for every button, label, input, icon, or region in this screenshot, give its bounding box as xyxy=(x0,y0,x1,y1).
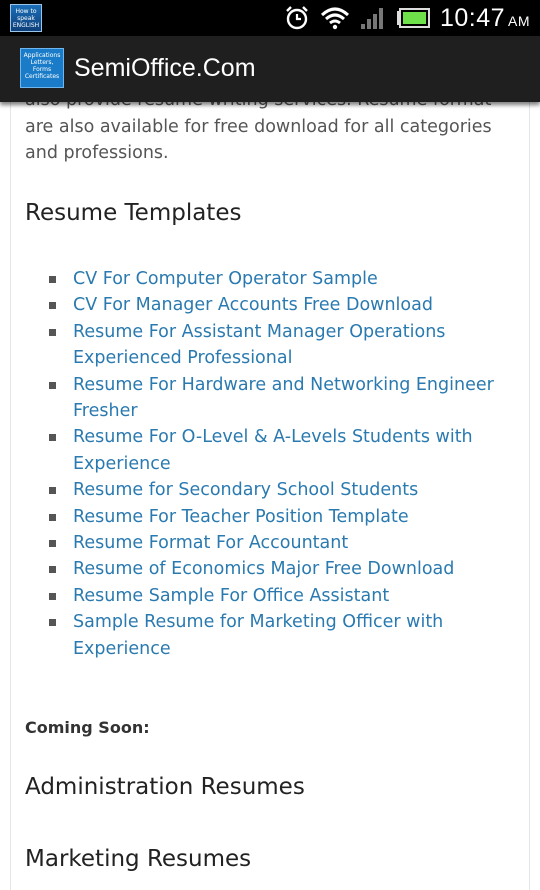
list-item xyxy=(49,477,509,503)
resume-link[interactable]: CV For Computer Operator Sample xyxy=(73,269,378,289)
coming-soon-label: Coming Soon: xyxy=(25,718,150,737)
resume-link[interactable]: Resume For O-Level & A-Levels Students with Experience xyxy=(73,427,473,474)
page-content xyxy=(10,80,530,890)
resume-link[interactable]: Resume Format For Accountant xyxy=(73,533,349,554)
list-item xyxy=(49,424,509,477)
resume-link[interactable]: Resume for Secondary School Students xyxy=(73,480,419,501)
list-item xyxy=(49,504,509,530)
notification-app-icon: How to speak ENGLISH xyxy=(10,4,42,32)
list-item xyxy=(49,583,509,609)
list-item xyxy=(49,556,509,582)
status-bar xyxy=(0,0,540,36)
resume-link[interactable]: Resume For Teacher Position Template xyxy=(73,506,409,527)
clock-ampm: AM xyxy=(508,12,530,29)
resume-link[interactable]: Sample Resume for Marketing Officer with Experience xyxy=(73,612,444,659)
section-title-administration: Administration Resumes xyxy=(25,774,305,800)
resume-link[interactable]: Resume Sample For Office Assistant xyxy=(73,585,390,606)
status-clock xyxy=(440,4,530,33)
section-title-marketing: Marketing Resumes xyxy=(25,846,252,872)
list-item xyxy=(49,530,509,556)
wifi-icon xyxy=(320,6,350,30)
clock-time: 10:47 xyxy=(439,3,505,32)
resume-links-list xyxy=(49,266,509,662)
list-item xyxy=(49,372,509,425)
app-title: SemiOffice.Com xyxy=(74,54,256,82)
section-title-resume-templates: Resume Templates xyxy=(25,200,242,226)
app-action-bar xyxy=(0,36,540,102)
intro-paragraph: are also available for free download for all categories and professions. xyxy=(25,116,492,163)
resume-link[interactable]: Resume For Hardware and Networking Engineer Fresher xyxy=(73,374,494,422)
list-item xyxy=(49,292,509,318)
signal-icon xyxy=(360,6,386,30)
battery-icon xyxy=(396,8,430,28)
resume-link[interactable]: CV For Manager Accounts Free Download xyxy=(73,295,433,316)
status-icons xyxy=(284,0,530,36)
app-logo[interactable]: Applications Letters, Forms Certificates xyxy=(20,48,64,88)
list-item xyxy=(49,266,509,292)
resume-link[interactable]: Resume of Economics Major Free Download xyxy=(73,559,455,580)
alarm-icon xyxy=(284,5,310,31)
resume-link[interactable]: Resume For Assistant Manager Operations Experienced Professional xyxy=(73,321,446,369)
list-item xyxy=(49,319,509,372)
list-item xyxy=(49,609,509,662)
